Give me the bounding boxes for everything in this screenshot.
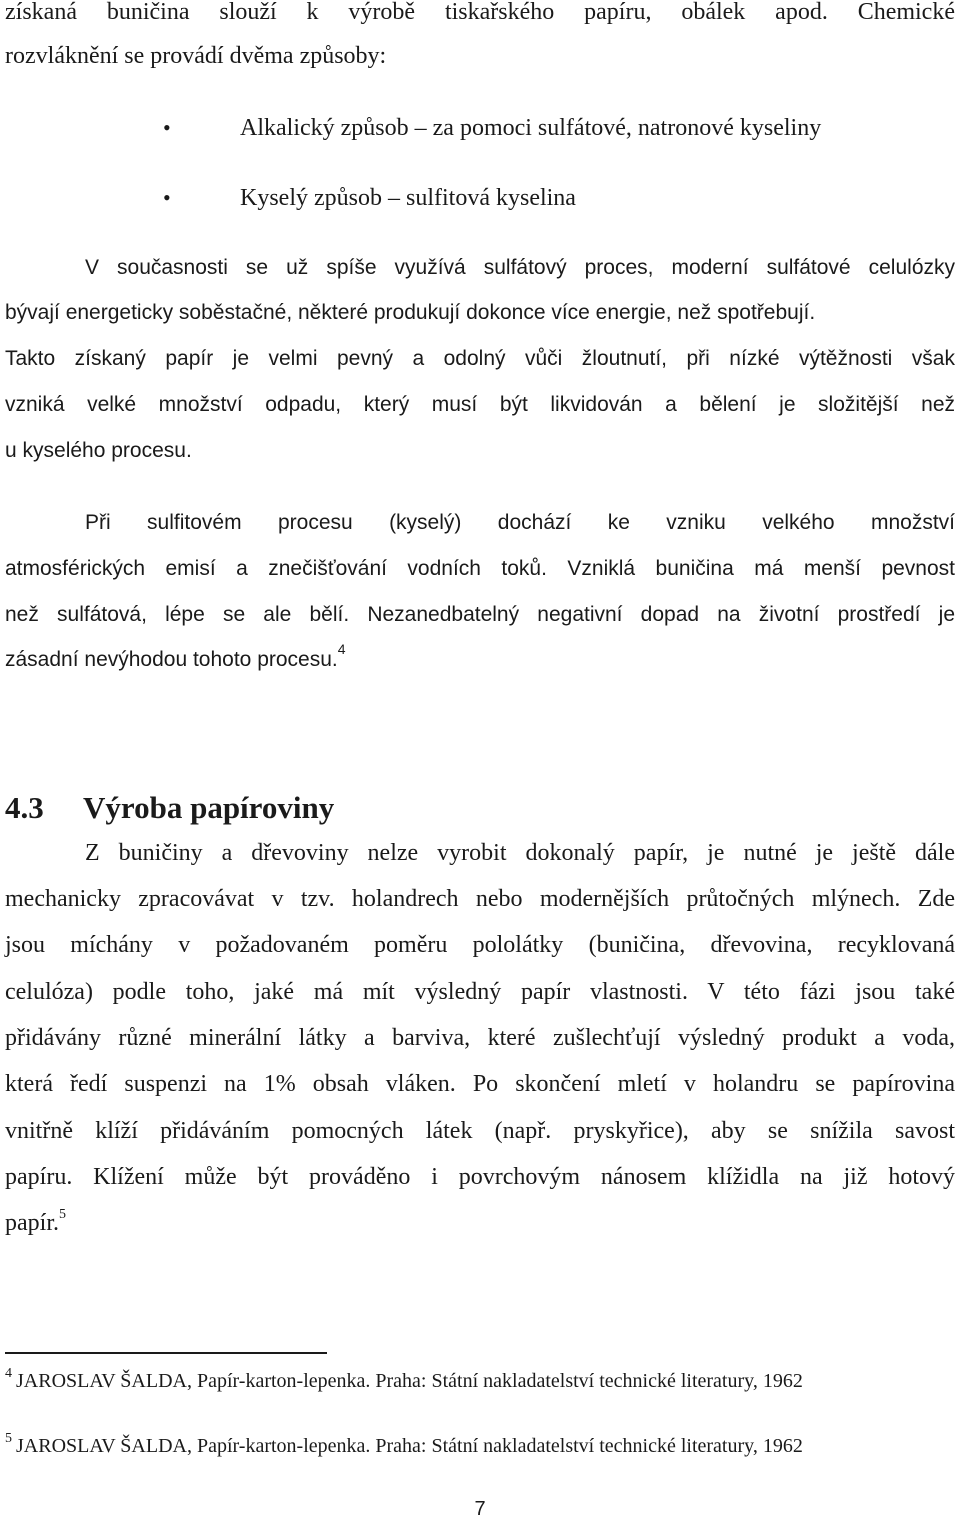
body-text-line: V současnosti se už spíše využívá sulfátový proces, moderní sulfátové celulózky xyxy=(85,256,955,279)
bullet-icon: • xyxy=(163,185,171,210)
footnote-separator xyxy=(5,1352,327,1354)
section-title: Výroba papíroviny xyxy=(83,790,335,825)
footnote xyxy=(5,1433,803,1459)
body-text-line: vnitřně klíží přidáváním pomocných látek (např. pryskyřice), aby se snížila savost xyxy=(5,1118,955,1144)
body-text-line: rozvláknění se provádí dvěma způsoby: xyxy=(5,43,387,69)
footnote-text: JAROSLAV ŠALDA, Papír-karton-lepenka. Praha: Státní nakladatelství technické literatury, 1962 xyxy=(16,1370,803,1392)
body-text: papír. xyxy=(5,1210,59,1236)
body-text: zásadní nevýhodou tohoto procesu. xyxy=(5,648,338,671)
body-text-line: celulóza) podle toho, jaké má mít výsledný papír vlastnosti. V této fázi jsou také xyxy=(5,979,955,1005)
section-heading xyxy=(5,788,334,828)
body-text-line: atmosférických emisí a znečišťování vodních toků. Vzniklá buničina má menší pevnost xyxy=(5,557,955,580)
body-text-line xyxy=(5,641,955,675)
body-text-line xyxy=(5,1208,955,1238)
body-text-line: která ředí suspenzi na 1% obsah vláken. Po skončení mletí v holandru se papírovina xyxy=(5,1071,955,1097)
body-text-line: papíru. Klížení může být prováděno i povrchovým nánosem klížidla na již hotový xyxy=(5,1164,955,1190)
bullet-icon: • xyxy=(163,115,171,140)
footnote-mark: 4 xyxy=(5,1366,12,1381)
body-text-line: Takto získaný papír je velmi pevný a odolný vůči žloutnutí, při nízké výtěžnosti však xyxy=(5,347,955,370)
body-text-line: jsou míchány v požadovaném poměru pololátky (buničina, dřevovina, recyklovaná xyxy=(5,932,955,958)
section-number: 4.3 xyxy=(5,790,44,825)
body-text-line: u kyselého procesu. xyxy=(5,439,192,462)
body-text-line: získaná buničina slouží k výrobě tiskařského papíru, obálek apod. Chemické xyxy=(5,0,955,25)
page-number: 7 xyxy=(474,1498,486,1520)
footnote-reference[interactable]: 5 xyxy=(59,1207,66,1222)
body-text-line: přidávány různé minerální látky a barviva, které zušlechťují výsledný produkt a voda, xyxy=(5,1025,955,1051)
footnote-mark: 5 xyxy=(5,1431,12,1446)
body-text-line: bývají energeticky soběstačné, některé produkují dokonce více energie, než spotřebují. xyxy=(5,301,816,324)
body-text-line: mechanicky zpracovávat v tzv. holandrech nebo modernějších průtočných mlýnech. Zde xyxy=(5,886,955,912)
footnote-text: JAROSLAV ŠALDA, Papír-karton-lepenka. Praha: Státní nakladatelství technické literatury, 1962 xyxy=(16,1435,803,1457)
body-text-line: Z buničiny a dřevoviny nelze vyrobit dokonalý papír, je nutné je ještě dále xyxy=(85,840,955,866)
body-text-line: než sulfátová, lépe se ale bělí. Nezanedbatelný negativní dopad na životní prostředí je xyxy=(5,603,955,626)
footnote-reference[interactable]: 4 xyxy=(337,641,346,657)
footnote xyxy=(5,1368,803,1394)
list-item: Alkalický způsob – za pomoci sulfátové, natronové kyseliny xyxy=(240,115,822,141)
body-text-line: vzniká velké množství odpadu, který musí být likvidován a bělení je složitější než xyxy=(5,393,955,416)
body-text-line: Při sulfitovém procesu (kyselý) dochází ke vzniku velkého množství xyxy=(85,511,955,534)
list-item: Kyselý způsob – sulfitová kyselina xyxy=(240,185,576,211)
